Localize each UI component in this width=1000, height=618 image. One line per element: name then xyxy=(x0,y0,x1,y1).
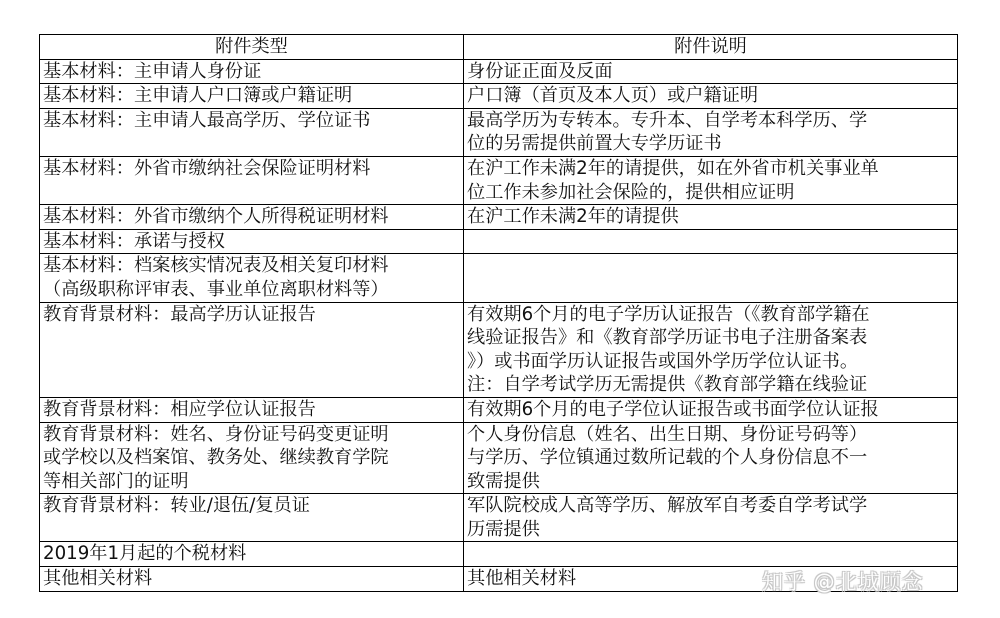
attachment-description-cell xyxy=(464,422,958,494)
attachment-description-text: 军队院校成人高等学历、解放军自考委自学考试学 xyxy=(467,495,868,517)
attachment-type-text: 2019年1月起的个税材料 xyxy=(43,543,247,565)
table-header-row xyxy=(40,35,958,60)
attachment-type-cell xyxy=(40,229,464,254)
table-row xyxy=(40,156,958,204)
attachment-description-text: 身份证正面及反面 xyxy=(467,60,613,82)
attachment-description-text: 与学历、学位镇通过数所记载的个人身份信息不一 xyxy=(467,447,868,469)
attachment-type-text: 教育背景材料：姓名、身份证号码变更证明 xyxy=(43,423,389,445)
attachment-type-cell xyxy=(40,84,464,109)
attachment-description-text: 其他相关材料 xyxy=(467,568,577,590)
header-attachment-type: 附件类型 xyxy=(40,35,464,60)
table-row xyxy=(40,229,958,254)
table-row xyxy=(40,302,958,397)
attachment-description-text: 在沪工作未满2年的请提供，如在外省市机关事业单 xyxy=(467,157,879,179)
attachment-description-cell xyxy=(464,397,958,422)
table-row xyxy=(40,108,958,156)
attachment-type-text: 教育背景材料：相应学位认证报告 xyxy=(43,398,316,420)
attachment-type-cell xyxy=(40,205,464,230)
attachment-description-text: 历需提供 xyxy=(467,518,540,540)
attachment-description-text: 致需提供 xyxy=(467,470,540,492)
table-row xyxy=(40,205,958,230)
attachment-type-text: 基本材料：外省市缴纳个人所得税证明材料 xyxy=(43,206,389,228)
attachment-type-text: 等相关部门的证明 xyxy=(43,470,189,492)
table-row xyxy=(40,397,958,422)
attachment-description-cell xyxy=(464,84,958,109)
attachment-type-text: （高级职称评审表、事业单位离职材料等） xyxy=(43,278,389,300)
table-row xyxy=(40,542,958,567)
table-row xyxy=(40,84,958,109)
table-body xyxy=(40,59,958,591)
attachment-description-cell xyxy=(464,494,958,542)
table-row xyxy=(40,494,958,542)
attachment-type-text: 基本材料：外省市缴纳社会保险证明材料 xyxy=(43,157,371,179)
attachment-type-cell xyxy=(40,397,464,422)
attachment-description-text: 位工作未参加社会保险的，提供相应证明 xyxy=(467,181,795,203)
attachment-description-text: 注：自学考试学历无需提供《教育部学籍在线验证 xyxy=(467,374,868,396)
attachment-type-text: 基本材料：主申请人身份证 xyxy=(43,60,262,82)
attachment-type-text: 或学校以及档案馆、教务处、继续教育学院 xyxy=(43,447,389,469)
zhihu-watermark: 知乎 @北城顾念 xyxy=(762,570,924,594)
attachment-description-text: 线验证报告》和《教育部学历证书电子注册备案表 xyxy=(467,327,868,349)
attachment-description-text: 》）或书面学历认证报告或国外学历学位认证书。 xyxy=(467,350,859,372)
attachment-type-text: 教育背景材料：最高学历认证报告 xyxy=(43,303,316,325)
attachment-description-text: 在沪工作未满2年的请提供 xyxy=(467,206,679,228)
attachment-type-cell xyxy=(40,567,464,592)
attachment-description-cell xyxy=(464,302,958,397)
attachment-description-text: 有效期6个月的电子学历认证报告（《教育部学籍在 xyxy=(467,303,870,325)
attachment-description-cell xyxy=(464,229,958,254)
attachment-type-text: 教育背景材料：转业/退伍/复员证 xyxy=(43,495,310,517)
attachment-description-cell xyxy=(464,156,958,204)
attachment-description-cell xyxy=(464,59,958,84)
table-row xyxy=(40,59,958,84)
attachment-description-cell xyxy=(464,542,958,567)
attachment-type-cell xyxy=(40,422,464,494)
table-row xyxy=(40,254,958,302)
attachment-type-cell xyxy=(40,108,464,156)
attachment-description-text: 户口簿（首页及本人页）或户籍证明 xyxy=(467,85,759,107)
attachment-description-cell xyxy=(464,108,958,156)
attachment-description-text: 位的另需提供前置大专学历证书 xyxy=(467,133,722,155)
attachment-type-text: 基本材料：主申请人户口簿或户籍证明 xyxy=(43,85,353,107)
attachment-type-cell xyxy=(40,156,464,204)
table-row xyxy=(40,422,958,494)
attachment-description-text: 有效期6个月的电子学位认证报告或书面学位认证报 xyxy=(467,398,879,420)
attachment-type-text: 其他相关材料 xyxy=(43,568,153,590)
attachment-type-cell xyxy=(40,254,464,302)
attachment-type-text: 基本材料：承诺与授权 xyxy=(43,230,225,252)
attachment-type-cell xyxy=(40,59,464,84)
header-attachment-description: 附件说明 xyxy=(464,35,958,60)
attachment-description-cell xyxy=(464,205,958,230)
attachment-description-cell xyxy=(464,254,958,302)
attachment-description-text: 最高学历为专转本。专升本、自学考本科学历、学 xyxy=(467,109,868,131)
attachment-type-cell xyxy=(40,542,464,567)
attachment-type-text: 基本材料：主申请人最高学历、学位证书 xyxy=(43,109,371,131)
attachment-description-text: 个人身份信息（姓名、出生日期、身份证号码等） xyxy=(467,423,868,445)
attachment-type-text: 基本材料：档案核实情况表及相关复印材料 xyxy=(43,255,389,277)
attachment-type-cell xyxy=(40,494,464,542)
attachment-table xyxy=(39,34,958,592)
attachment-type-cell xyxy=(40,302,464,397)
